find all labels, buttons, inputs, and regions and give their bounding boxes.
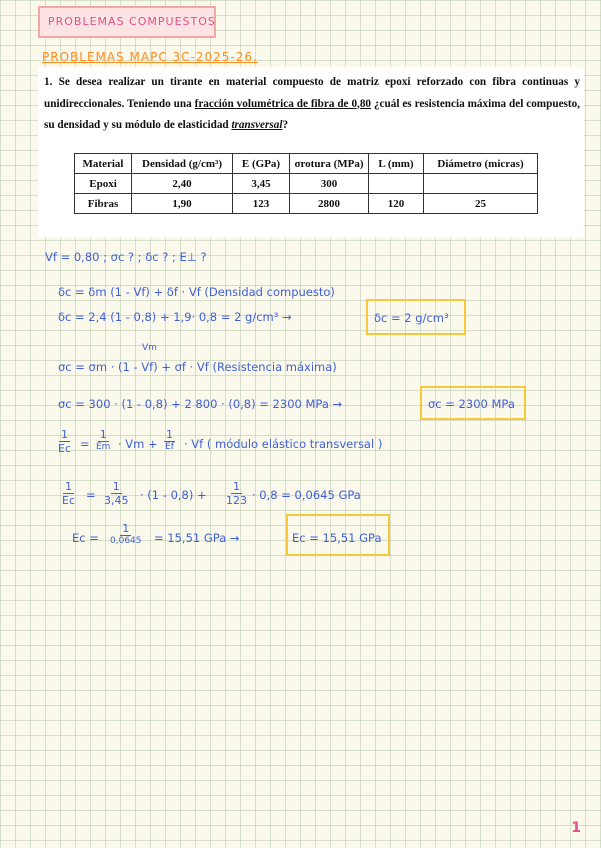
vm-label: Vm bbox=[142, 343, 157, 353]
problem-text: 1. Se desea realizar un tirante en material compuesto de matriz epoxi reforzado con fibra continuas y unidireccionales. Teniendo una fracción volumétrica de fibra de 0,80 ¿cuál es resistencia máxima del compuesto, su densidad y su módulo de elasticidad transversal? bbox=[44, 76, 581, 131]
density-formula: δc = δm (1 - Vf) + δf · Vf (Densidad compuesto) bbox=[58, 285, 335, 299]
table-row: Fibras 1,90 123 2800 120 25 bbox=[75, 194, 538, 214]
inverse-em-value-fraction: $\frac{1}{3,45}$ bbox=[104, 480, 129, 507]
page-subtitle: PROBLEMAS MAPC 3C-2025-26. bbox=[42, 50, 258, 64]
strength-result: σc = 2300 MPa bbox=[428, 397, 515, 411]
modulus-calc-part1: · (1 - 0,8) + bbox=[140, 488, 207, 502]
ec-calc: = 15,51 GPa → bbox=[154, 531, 240, 545]
page-title: PROBLEMAS COMPUESTOS bbox=[48, 15, 216, 28]
modulus-formula-part2: · Vf ( módulo elástico transversal ) bbox=[184, 437, 383, 451]
strength-formula: σc = σm · (1 - Vf) + σf · Vf (Resistencia máxima) bbox=[58, 360, 337, 374]
problem-statement bbox=[38, 67, 584, 237]
ec-lhs: Ec = bbox=[72, 531, 99, 545]
table-header-row: Material Densidad (g/cm³) E (GPa) σrotura (MPa) L (mm) Diámetro (micras) bbox=[75, 154, 538, 174]
equals-sign-2: = bbox=[86, 488, 96, 502]
equals-sign: = bbox=[80, 437, 90, 451]
inverse-ef-fraction: 1 Ef bbox=[165, 428, 174, 452]
table-row: Epoxi 2,40 3,45 300 bbox=[75, 174, 538, 194]
inverse-ec-calc-fraction: $\frac{1}{Ec}$ bbox=[62, 480, 75, 507]
modulus-result: Ec = 15,51 GPa bbox=[292, 531, 382, 545]
givens-line: Vf = 0,80 ; σc ? ; δc ? ; E⊥ ? bbox=[45, 250, 207, 264]
ec-fraction: 1 0,0645 bbox=[110, 522, 142, 546]
inverse-ef-value-fraction: $\frac{1}{123}$ bbox=[226, 480, 247, 507]
density-result: δc = 2 g/cm³ bbox=[374, 311, 449, 325]
inverse-em-fraction: 1 Em bbox=[96, 428, 111, 452]
page-number: 1 bbox=[571, 820, 581, 836]
modulus-calc-part2: · 0,8 = 0,0645 GPa bbox=[252, 488, 361, 502]
inverse-ec-fraction: $\frac{1}{Ec}$ bbox=[58, 428, 71, 455]
properties-table bbox=[74, 153, 538, 214]
strength-calc: σc = 300 · (1 - 0,8) + 2 800 · (0,8) = 2300 MPa → bbox=[58, 397, 343, 411]
modulus-formula-part1: · Vm + bbox=[118, 437, 158, 451]
density-calc: δc = 2,4 (1 - 0,8) + 1,9· 0,8 = 2 g/cm³ → bbox=[58, 310, 292, 324]
